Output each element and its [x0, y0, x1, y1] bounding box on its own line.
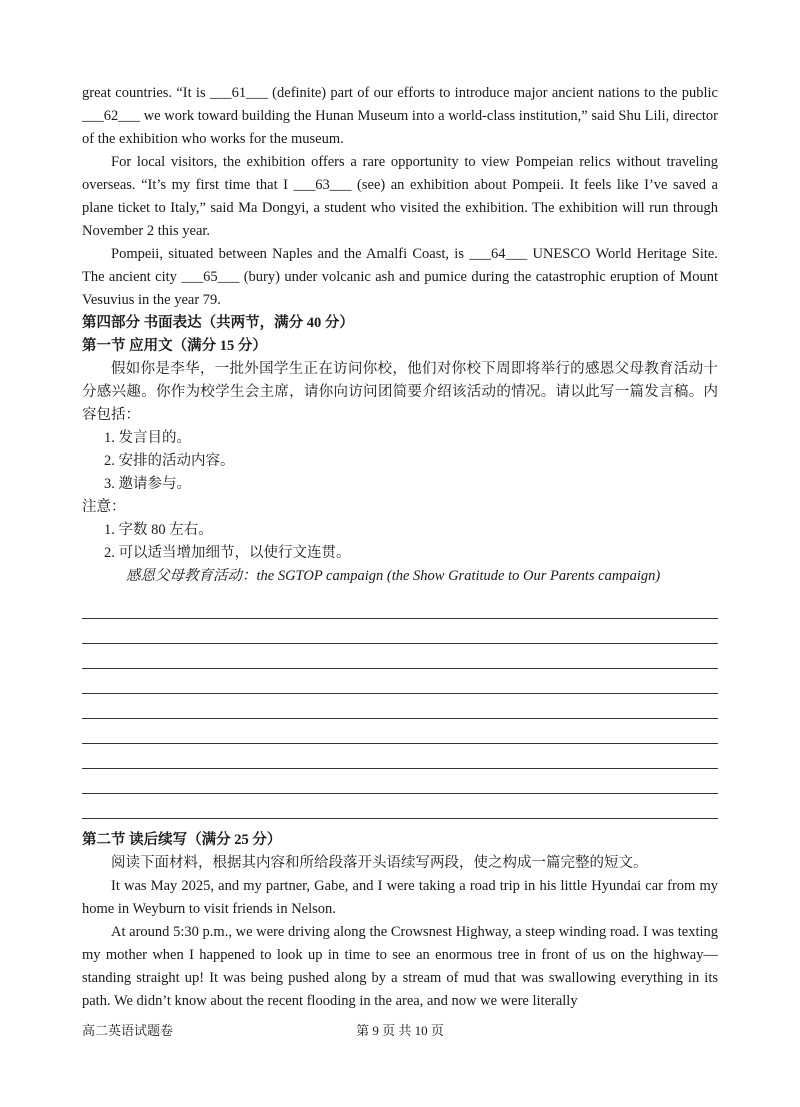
section2-instruction: 阅读下面材料，根据其内容和所给段落开头语续写两段，使之构成一篇完整的短文。 [111, 855, 648, 871]
campaign-hint: 感恩父母教育活动：the SGTOP campaign (the Show Gratitude to Our Parents campaign) [126, 568, 661, 584]
answer-line[interactable] [82, 594, 718, 619]
passage-paragraph-1: great countries. “It is ___61___ (definite) part of our efforts to introduce major ancient nations to the public ___62___ we work toward building the Hunan Museum into a world-class institution,” said Shu Lili, director of the exhibition who works for the museum. [82, 85, 718, 147]
answer-line[interactable] [82, 619, 718, 644]
part4-title: 第四部分 书面表达（共两节，满分 40 分） [82, 315, 354, 331]
note-item-2: 2. 可以适当增加细节，以使行文连贯。 [104, 545, 351, 561]
passage-paragraph-2: For local visitors, the exhibition offers a rare opportunity to view Pompeian relics without traveling overseas. “It’s my first time that I ___63___ (see) an exhibition about Pompeii. It feels like I’ve saved a plane ticket to Italy,” said Ma Dongyi, a student who visited the exhibition. The exhibition will run through November 2 this year. [82, 154, 718, 239]
answer-line[interactable] [82, 669, 718, 694]
answer-line[interactable] [82, 644, 718, 669]
content-item-2: 2. 安排的活动内容。 [104, 453, 235, 469]
answer-line[interactable] [82, 744, 718, 769]
page-content [82, 82, 718, 1013]
section1-title: 第一节 应用文（满分 15 分） [82, 338, 267, 354]
note-label: 注意： [82, 499, 126, 515]
answer-line[interactable] [82, 769, 718, 794]
footer-page-number: 第 9 页 共 10 页 [356, 1023, 444, 1038]
content-item-3: 3. 邀请参与。 [104, 476, 191, 492]
answer-line[interactable] [82, 694, 718, 719]
section2-title: 第二节 读后续写（满分 25 分） [82, 832, 282, 848]
answer-lines[interactable] [82, 594, 718, 819]
story-paragraph-2: At around 5:30 p.m., we were driving along the Crowsnest Highway, a steep winding road. I was texting my mother when I happened to look up in time to see an enormous tree in front of us on the highway—standing straight up! It was being pushed along by a stream of mud that was swallowing everything in its path. We didn’t know about the recent flooding in the area, and now we were literally [82, 924, 718, 1009]
answer-line[interactable] [82, 794, 718, 819]
passage-paragraph-3: Pompeii, situated between Naples and the Amalfi Coast, is ___64___ UNESCO World Heritage Site. The ancient city ___65___ (bury) under volcanic ash and pumice during the catastrophic eruption of Mount Vesuvius in the year 79. [82, 246, 718, 308]
answer-line[interactable] [82, 719, 718, 744]
note-item-1: 1. 字数 80 左右。 [104, 522, 213, 538]
footer-exam-title: 高二英语试题卷 [82, 1023, 174, 1038]
content-item-1: 1. 发言目的。 [104, 430, 191, 446]
section1-prompt: 假如你是李华，一批外国学生正在访问你校，他们对你校下周即将举行的感恩父母教育活动十分感兴趣。你作为校学生会主席，请你向访问团简要介绍该活动的情况。请以此写一篇发言稿。内容包括： [82, 361, 718, 423]
story-paragraph-1: It was May 2025, and my partner, Gabe, and I were taking a road trip in his little Hyundai car from my home in Weyburn to visit friends in Nelson. [82, 878, 718, 917]
